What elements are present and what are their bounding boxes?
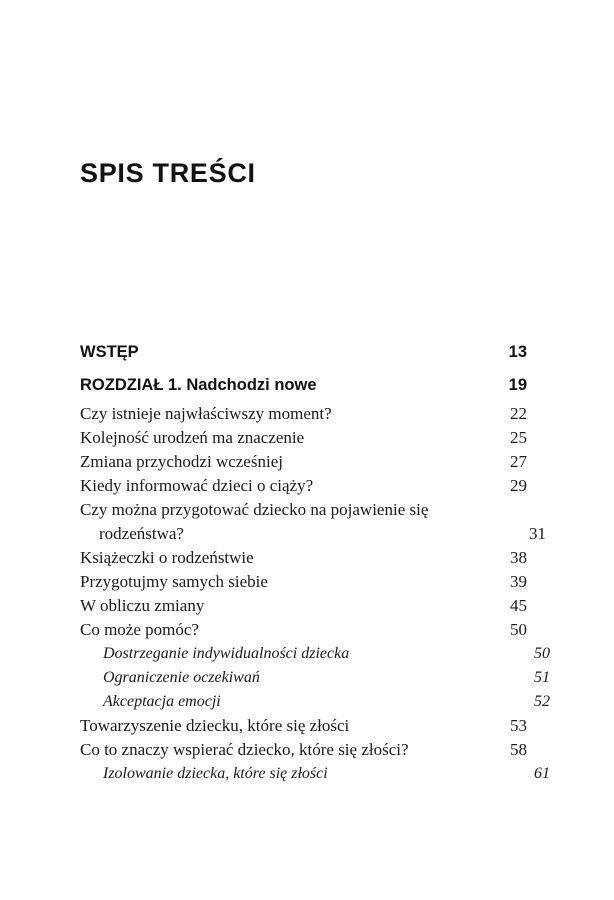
toc-entry-page-number: 39 [510, 572, 527, 591]
toc-entry-page-number: 29 [510, 476, 527, 495]
toc-entry[interactable] [80, 666, 550, 690]
toc-entry-label: W obliczu zmiany [80, 596, 205, 615]
toc-entry-page-number: 50 [510, 620, 527, 639]
toc-entry-label: Czy można przygotować dziecko na pojawienie się [80, 500, 429, 519]
toc-entry-page-number: 22 [510, 404, 527, 423]
toc-entry-page-number: 51 [534, 669, 550, 686]
toc-entry-page-number: 53 [510, 716, 527, 735]
toc-entry-label: Towarzyszenie dziecku, które się złości [80, 716, 350, 735]
table-of-contents [80, 336, 550, 786]
toc-entry[interactable] [80, 402, 527, 426]
toc-entry-page-number: 58 [510, 740, 527, 759]
toc-entry-label: Kiedy informować dzieci o ciąży? [80, 476, 314, 495]
toc-entry-page-number: 50 [534, 645, 550, 662]
toc-entry-page-number: 25 [510, 428, 527, 447]
toc-entry-page-number: 27 [510, 452, 527, 471]
toc-entry[interactable] [80, 594, 527, 618]
toc-entry-page-number: 61 [534, 765, 550, 782]
toc-entry[interactable] [80, 570, 527, 594]
toc-entry[interactable] [80, 369, 527, 402]
toc-entry[interactable] [80, 690, 550, 714]
toc-entry-page-number: 52 [534, 693, 550, 710]
toc-entry-label: rodzeństwa? [99, 524, 184, 543]
toc-entry[interactable] [80, 336, 527, 369]
toc-entry-label: Czy istnieje najwłaściwszy moment? [80, 404, 332, 423]
toc-entry-label: Akceptacja emocji [103, 693, 221, 710]
toc-entry[interactable] [80, 642, 550, 666]
toc-entry-page-number: 31 [529, 524, 546, 543]
toc-entry-page-number: 13 [508, 343, 527, 361]
toc-entry-label: ROZDZIAŁ 1. Nadchodzi nowe [80, 376, 317, 394]
toc-entry-label: Książeczki o rodzeństwie [80, 548, 254, 567]
toc-entry-label: Co to znaczy wspierać dziecko, które się złości? [80, 740, 409, 759]
toc-entry[interactable] [80, 450, 527, 474]
toc-entry-label: WSTĘP [80, 343, 139, 361]
toc-entry-page-number: 19 [508, 376, 527, 394]
toc-entry-label: Ograniczenie oczekiwań [103, 669, 260, 686]
toc-entry-label: Co może pomóc? [80, 620, 199, 639]
toc-entry-label: Izolowanie dziecka, które się złości [103, 765, 328, 782]
toc-entry[interactable] [80, 474, 527, 498]
toc-entry[interactable] [80, 618, 527, 642]
toc-entry-label: Przygotujmy samych siebie [80, 572, 268, 591]
page-title: SPIS TREŚCI [80, 158, 256, 188]
toc-entry[interactable] [80, 522, 546, 546]
toc-entry[interactable] [80, 738, 527, 762]
toc-entry[interactable] [80, 498, 527, 522]
toc-entry[interactable] [80, 546, 527, 570]
toc-entry-label: Zmiana przychodzi wcześniej [80, 452, 283, 471]
toc-entry-label: Dostrzeganie indywidualności dziecka [103, 645, 350, 662]
toc-entry[interactable] [80, 426, 527, 450]
toc-entry-page-number: 38 [510, 548, 527, 567]
toc-entry[interactable] [80, 714, 527, 738]
toc-entry[interactable] [80, 762, 550, 786]
toc-entry-label: Kolejność urodzeń ma znaczenie [80, 428, 305, 447]
toc-entry-page-number: 45 [510, 596, 527, 615]
